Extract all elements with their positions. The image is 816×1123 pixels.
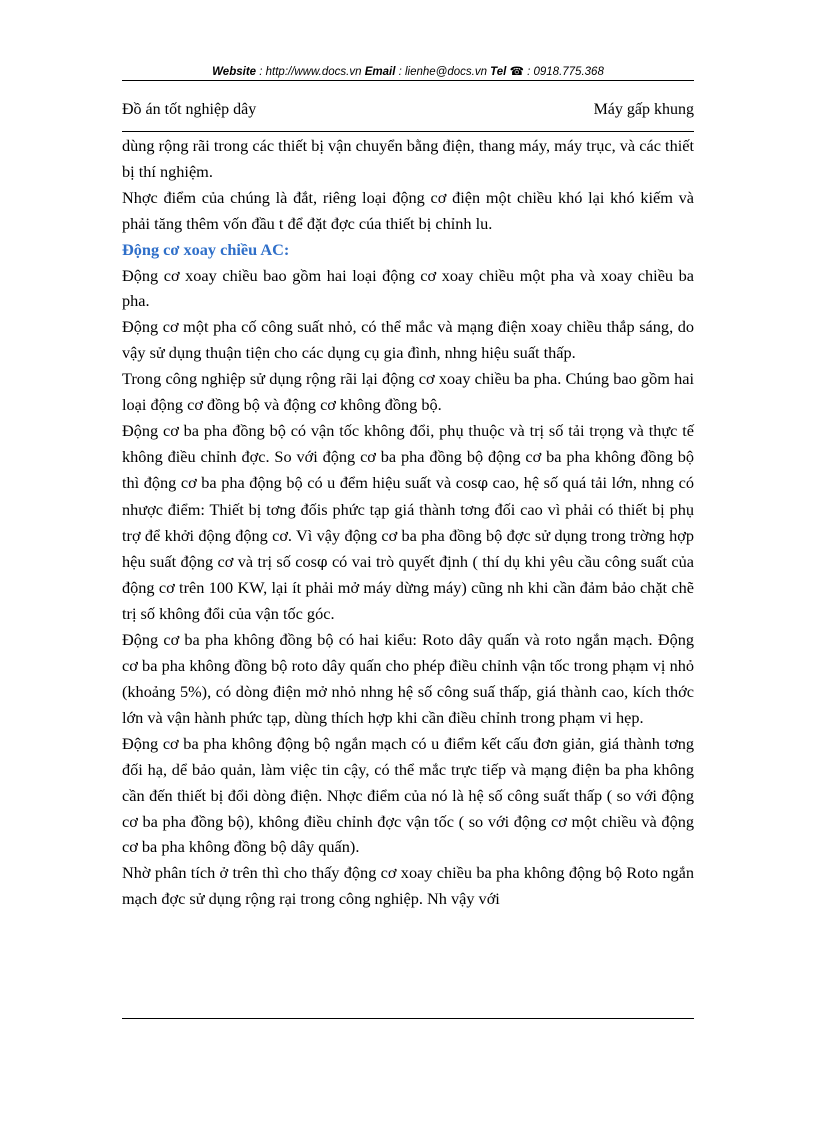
paragraph: Nhờ phân tích ở trên thì cho thấy động cơ xoay chiều ba pha không động bộ Roto ngắn mạch đợc sử dụng rộng rại trong công nghiệp. Nh vậy với xyxy=(122,863,694,909)
top-divider xyxy=(122,80,694,81)
website-url[interactable]: : http://www.docs.vn xyxy=(256,66,365,78)
text-run: có vai trò quyết định ( thí dụ khi yêu cầu công suất của động cơ trên 100 KW, lại ít phải mở máy dừng máy) cũng nh khi cần đảm bảo chặt chẽ trị số không đổi của vận tốc góc. xyxy=(122,551,694,624)
phi-symbol: φ xyxy=(317,552,328,571)
paragraph: Động cơ xoay chiều bao gồm hai loại động cơ xoay chiều một pha và xoay chiều ba pha. xyxy=(122,265,694,311)
paragraph: Động cơ ba pha không động bộ ngắn mạch có u điểm kết cấu đơn giản, giá thành tơng đối hạ, dể bảo quản, làm việc tin cậy, có thể mắc trực tiếp và mạng điện ba pha không cần đến thiết bị đổi dòng điện. Nhợc điểm của nó là hệ số công suất thấp ( so với động cơ ba pha đồng bộ), không điều chỉnh đợc vận tốc ( so với động cơ một chiều và động cơ ba pha không đồng bộ dây quấn). xyxy=(122,733,694,857)
text-run: cao, hệ số quá tải lớn, nhng có nhược điểm: Thiết bị tơng đốis phức tạp giá thành tơng đối cao vì phải có thiết bị phụ trợ để khởi động động cơ. Vì vậy động cơ ba pha đồng bộ đợc sử dụng trong trờng hợp hệu suất động cơ và trị số cos xyxy=(122,472,695,571)
email-address[interactable]: : lienhe@docs.vn xyxy=(395,66,491,78)
header-divider xyxy=(122,131,694,132)
section-heading: Động cơ xoay chiều AC: xyxy=(122,239,290,259)
paragraph: Động cơ một pha cố công suất nhỏ, có thể mắc và mạng điện xoay chiều thắp sáng, do vậy sử dụng thuận tiện cho các dụng cụ gia đình, nhng hiệu suất thấp. xyxy=(122,317,694,363)
email-label: Email xyxy=(364,66,396,78)
paragraph: Nhợc điểm của chúng là đắt, riêng loại động cơ điện một chiều khó lại khó kiếm và phải tăng thêm vốn đầu t để đặt đợc cúa thiết bị chỉnh lu. xyxy=(122,187,694,233)
text-run: Động cơ ba pha đồng bộ có vận tốc không đổi, phụ thuộc và trị số tải trọng và thực tế không điều chỉnh đợc. So với động cơ ba pha đồng bộ động cơ ba pha không đồng bộ thì động cơ ba pha động bộ có u đểm hiệu suất và cos xyxy=(122,420,694,492)
tel-label: Tel xyxy=(490,66,507,78)
paragraph: Động cơ ba pha không đồng bộ có hai kiểu: Roto dây quấn và roto ngắn mạch. Động cơ ba pha không đồng bộ roto dây quấn cho phép điều chỉnh vận tốc trong phạm vị nhỏ (khoảng 5%), có dòng điện mở nhỏ nhng hệ số công suấ thấp, giá thành cao, kích thớc lớn và vận hành phức tạp, dùng thích hợp khi cần điều chỉnh trong phạm vi hẹp. xyxy=(122,630,694,727)
doc-header-right: Máy gấp khung xyxy=(593,101,694,118)
phi-symbol: φ xyxy=(477,473,488,492)
doc-header-left: Đồ án tốt nghiệp dây xyxy=(122,101,257,118)
paragraph: Trong công nghiệp sử dụng rộng rãi lại động cơ xoay chiều ba pha. Chúng bao gồm hai loại động cơ đồng bộ và động cơ không đồng bộ. xyxy=(122,369,694,415)
tel-number: : 0918.775.368 xyxy=(523,66,604,78)
footer-divider xyxy=(122,1018,694,1019)
paragraph-cos-phi xyxy=(122,418,694,627)
phone-icon: ☎ xyxy=(509,66,524,78)
body-text xyxy=(122,133,694,912)
website-label: Website xyxy=(212,66,257,78)
website-header-bar xyxy=(122,64,694,78)
paragraph: dùng rộng rãi trong các thiết bị vận chuyển bằng điện, thang máy, máy trục, và các thiết bị thí nghiệm. xyxy=(122,136,694,181)
